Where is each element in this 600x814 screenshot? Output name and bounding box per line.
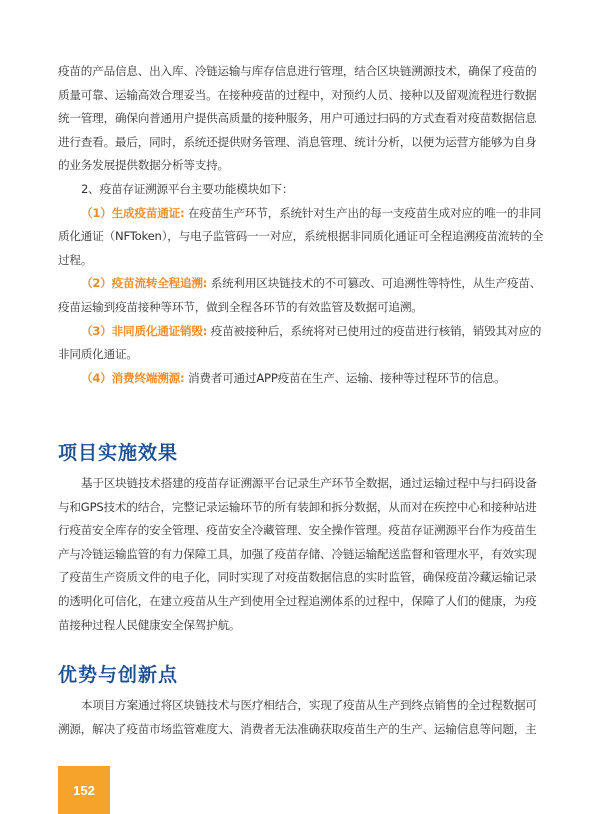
feature-label-4: （4）消费终端溯源:	[81, 370, 185, 385]
section-title-advantage: 优势与创新点	[58, 664, 179, 686]
feature-text-4: 消费者可通过APP疫苗在生产、运输、接种等过程环节的信息。	[184, 370, 506, 385]
intro-block	[58, 60, 546, 390]
feature-label-2: （2）疫苗流转全程追溯:	[81, 276, 208, 291]
feature-item-3	[58, 320, 546, 367]
section-title-effect: 项目实施效果	[58, 442, 179, 464]
feature-item-4	[58, 367, 546, 391]
feature-label-1: （1）生成疫苗通证:	[81, 205, 185, 220]
page-number-badge: 152	[58, 766, 110, 814]
effect-paragraph: 基于区块链技术搭建的疫苗存证溯源平台记录生产环节全数据，通过运输过程中与扫码设备与和GPS技术的结合，完整记录运输环节的所有装卸和拆分数据，从而对在疾控中心和接种站进行疫苗安全库存的安全管理、疫苗安全冷藏管理、安全操作管理。疫苗存证溯源平台作为疫苗生产与冷链运输监管的有力保障工具，加强了疫苗存储、冷链运输配送监督和管理水平，有效实现了疫苗生产资质文件的电子化，同时实现了对疫苗数据信息的实时监管，确保疫苗冷藏运输记录的透明化可信化，在建立疫苗从生产到使用全过程追溯体系的过程中，保障了人们的健康，为疫苗接种过程人民健康安全保驾护航。	[58, 476, 537, 632]
feature-item-1	[58, 202, 546, 273]
feature-text-1: 在疫苗生产环节，系统针对生产出的每一支疫苗生成对应的唯一的非同质化通证（NFToken），与电子监管码一一对应，系统根据非同质化通证可全程追溯疫苗流转的全过程。	[58, 205, 544, 267]
feature-text-2: 系统利用区块链技术的不可篡改、可追溯性等特性，从生产疫苗、疫苗运输到疫苗接种等环节，做到全程各环节的有效监管及数据可追溯。	[58, 276, 542, 314]
advantage-paragraph: 本项目方案通过将区块链技术与医疗相结合，实现了疫苗从生产到终点销售的全过程数据可溯源，解决了疫苗市场监管难度大、消费者无法准确获取疫苗生产的生产、运输信息等问题，主	[58, 698, 537, 736]
advantage-block	[58, 694, 546, 741]
feature-text-3: 疫苗被接种后，系统将对已使用过的疫苗进行核销，销毁其对应的非同质化通证。	[58, 323, 542, 362]
feature-item-2	[58, 272, 546, 319]
intro-paragraph: 疫苗的产品信息、出入库、冷链运输与库存信息进行管理，结合区块链溯源技术，确保了疫苗的质量可靠、运输高效合理妥当。在接种疫苗的过程中，对预约人员、接种以及留观流程进行数据统一管理，确保向普通用户提供高质量的接种服务，用户可通过扫码的方式查看对疫苗数据信息进行查看。最后，同时，系统还提供财务管理、消息管理、统计分析，以便为运营方能够为自身的业务发展提供数据分析等支持。	[58, 64, 537, 173]
feature-label-3: （3）非同质化通证销毁:	[81, 323, 208, 338]
modules-subheading: 2、疫苗存证溯源平台主要功能模块如下：	[81, 181, 294, 196]
effect-block	[58, 472, 546, 637]
